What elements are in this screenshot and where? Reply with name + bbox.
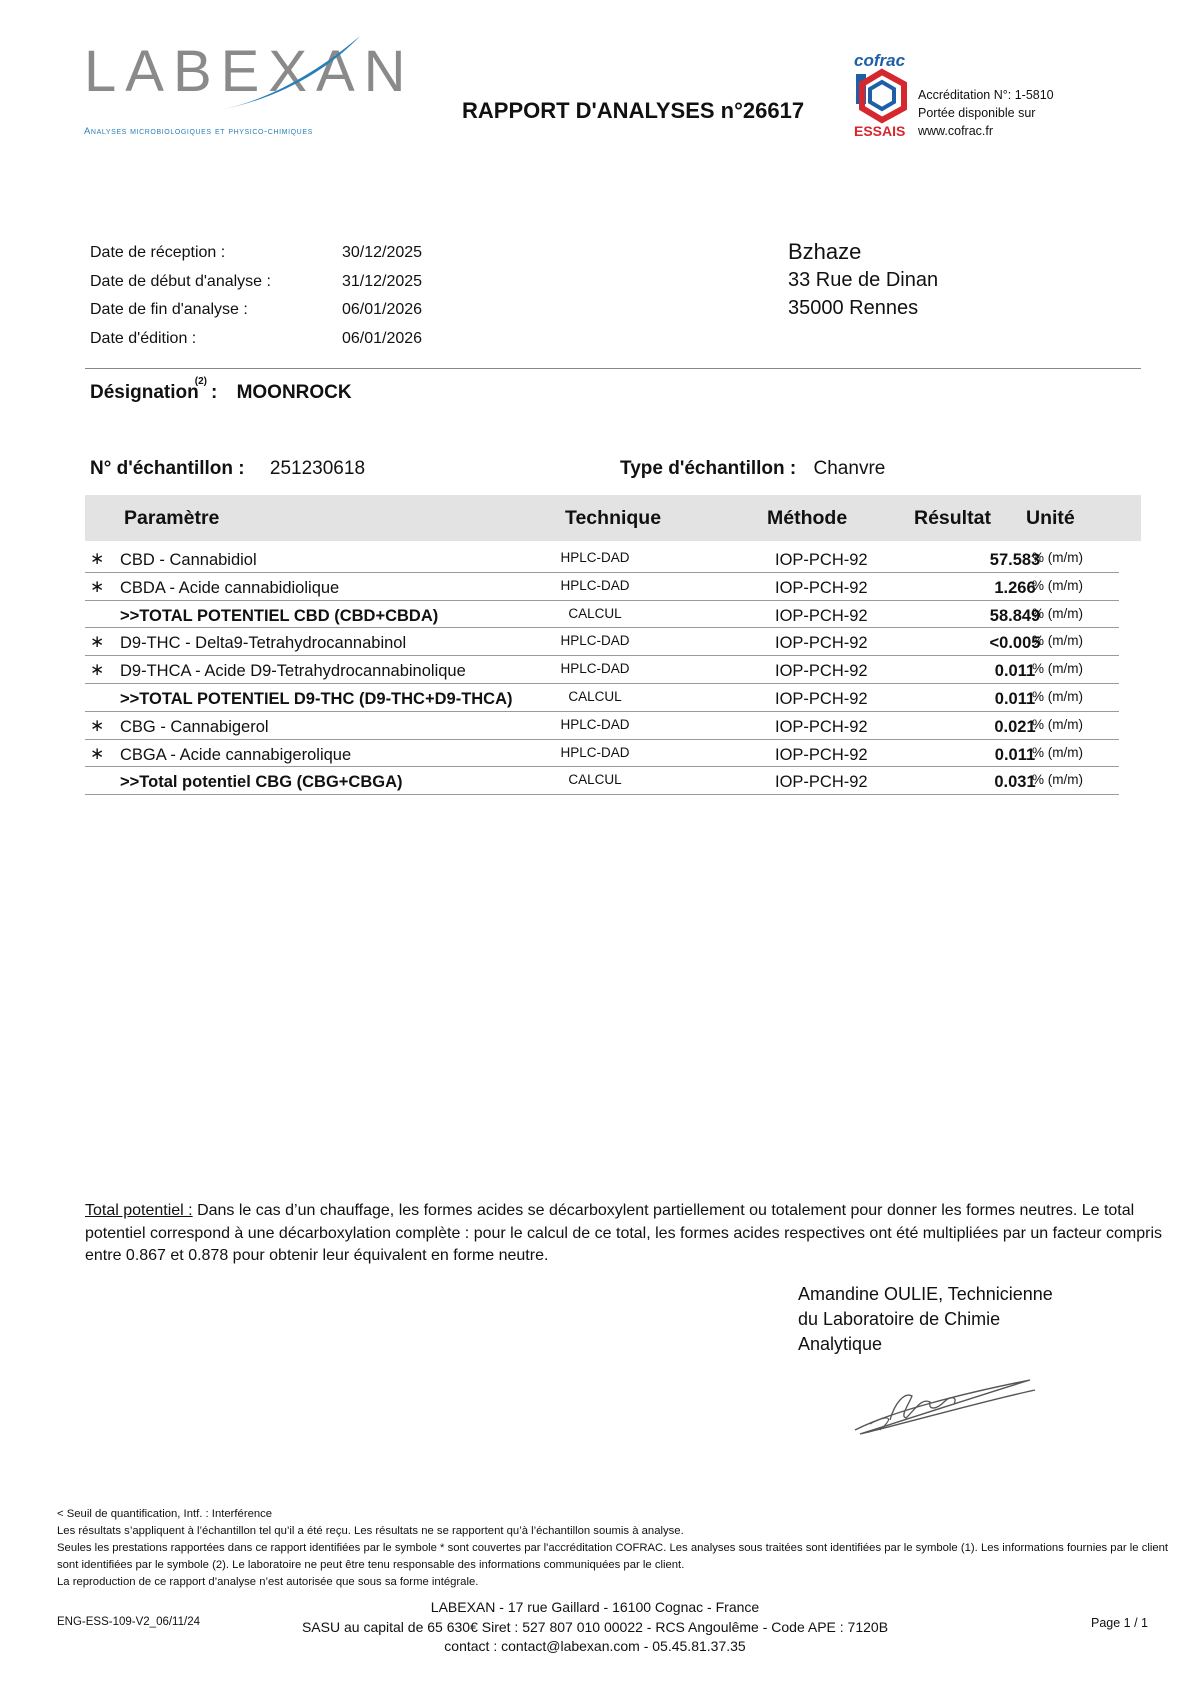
method: IOP-PCH-92 [775, 745, 868, 764]
technique: HPLC-DAD [560, 744, 630, 760]
technique: HPLC-DAD [560, 633, 630, 649]
date-value: 06/01/2026 [342, 301, 423, 318]
header-param: Paramètre [124, 507, 220, 529]
result-value: 57.583 [989, 551, 1041, 569]
labexan-logo-subtitle: Analyses microbiologiques et physico-chimiques [84, 126, 313, 137]
parameter-name: CBD - Cannabidiol [120, 551, 257, 569]
document-reference: ENG-ESS-109-V2_06/11/24 [57, 1616, 200, 1628]
sample-type [620, 458, 885, 480]
unit: % (m/m) [1032, 633, 1083, 649]
method: IOP-PCH-92 [775, 551, 868, 569]
table-row [85, 573, 1119, 601]
signatory-line: du Laboratoire de Chimie [798, 1309, 1001, 1329]
designation-value: MOONROCK [236, 382, 352, 403]
report-dates [90, 244, 422, 358]
footnote-line: La reproduction de ce rapport d’analyse n’est autorisée que sous sa forme intégrale. [57, 1576, 479, 1588]
designation-client-marker: (2) [194, 376, 207, 387]
result-value: 0.021 [994, 717, 1036, 736]
parameter-name: CBG - Cannabigerol [120, 717, 269, 736]
client-name: Bzhaze [788, 239, 862, 264]
accreditation-url: www.cofrac.fr [918, 124, 994, 138]
parameter-name: >>TOTAL POTENTIEL CBD (CBD+CBDA) [120, 606, 439, 625]
table-row [85, 601, 1119, 629]
footnote-line: < Seuil de quantification, Intf. : Interférence [57, 1508, 273, 1520]
method: IOP-PCH-92 [775, 773, 868, 792]
unit: % (m/m) [1032, 661, 1083, 677]
footnote-line: Seules les prestations rapportées dans ce rapport identifiées par le symbole * sont couvertes par l'accréditation COFRAC. Les analyses sous traitées sont identifiées par le symbole (1). Les informations fournies par le client sont identifiées par le symbole (2). Le laboratoire ne peut être tenu responsable des informations communiquées par le client. [57, 1542, 1169, 1571]
technique: HPLC-DAD [560, 716, 630, 732]
technique: CALCUL [568, 772, 622, 788]
cofrac-essais-text: ESSAIS [854, 123, 906, 139]
sample-number-label: N° d'échantillon : [90, 458, 245, 479]
handwritten-signature [850, 1372, 1040, 1442]
date-row-edition [90, 330, 422, 359]
date-label: Date d'édition : [90, 329, 197, 347]
results-table-body [85, 545, 1119, 795]
cofrac-logo [852, 50, 912, 140]
table-row [85, 656, 1119, 684]
table-row [85, 684, 1119, 712]
client-address [788, 238, 938, 322]
cofrac-accredited-marker: ∗ [90, 576, 105, 596]
parameter-name: CBDA - Acide cannabidiolique [120, 578, 340, 597]
cofrac-accredited-marker: ∗ [90, 743, 105, 763]
cofrac-accredited-marker: ∗ [90, 715, 105, 735]
designation-label: Désignation [90, 382, 199, 403]
table-row [85, 628, 1119, 656]
result-value: <0.005 [989, 634, 1041, 653]
table-row [85, 767, 1119, 795]
footnotes [57, 1506, 1177, 1591]
technique: HPLC-DAD [560, 577, 630, 593]
labexan-logo-text: LABEXAN [84, 39, 415, 104]
parameter-name: >>Total potentiel CBG (CBG+CBGA) [120, 773, 403, 792]
header-method: Méthode [767, 507, 848, 529]
accreditation-scope: Portée disponible sur [918, 106, 1036, 120]
date-label: Date de réception : [90, 244, 226, 261]
cofrac-accredited-marker: ∗ [90, 660, 105, 680]
report-title: RAPPORT D'ANALYSES n°26617 [462, 98, 805, 123]
result-value: 0.011 [994, 662, 1036, 681]
table-row [85, 740, 1119, 768]
note-text: Dans le cas d’un chauffage, les formes acides se décarboxylent partiellement ou totalement pour donner les formes neutres. Le total potentiel correspond à une décarboxylation complète : pour le calcul de ce total, les formes acides respectives ont été multipliées par un facteur compris entre 0.867 et 0.878 pour obtenir leur équivalent en forme neutre. [85, 1202, 1163, 1264]
method: IOP-PCH-92 [775, 662, 868, 681]
lab-contact: contact : contact@labexan.com - 05.45.81.37.35 [444, 1638, 746, 1654]
signatory-line: Analytique [798, 1334, 883, 1354]
unit: % (m/m) [1032, 772, 1083, 788]
cofrac-logo-text: cofrac [854, 51, 906, 70]
results-table-header [85, 495, 1141, 541]
header-result: Résultat [914, 507, 991, 529]
date-value: 06/01/2026 [342, 329, 423, 347]
date-value: 30/12/2025 [342, 244, 423, 261]
technique: CALCUL [568, 605, 622, 621]
table-row [85, 545, 1119, 573]
date-label: Date de début d'analyse : [90, 272, 271, 290]
unit: % (m/m) [1032, 744, 1083, 760]
date-row-reception [90, 244, 422, 273]
note-label: Total potentiel : [85, 1202, 193, 1219]
result-value: 0.031 [994, 773, 1036, 792]
cofrac-accredited-marker: ∗ [90, 549, 105, 568]
parameter-name: >>TOTAL POTENTIEL D9-THC (D9-THC+D9-THCA) [120, 689, 513, 708]
sample-number [90, 458, 365, 480]
lab-company-info: SASU au capital de 65 630€ Siret : 527 807 010 00022 - RCS Angoulême - Code APE : 7120B [301, 1618, 889, 1635]
result-value: 58.849 [989, 606, 1041, 625]
labexan-swoosh-logo [210, 30, 370, 120]
method: IOP-PCH-92 [775, 689, 868, 708]
method: IOP-PCH-92 [775, 717, 868, 736]
date-row-end [90, 301, 422, 330]
lab-footer [280, 1598, 910, 1657]
date-row-start [90, 273, 422, 302]
total-potential-note [85, 1200, 1165, 1268]
parameter-name: D9-THCA - Acide D9-Tetrahydrocannabinolique [120, 662, 466, 681]
lab-address: LABEXAN - 17 rue Gaillard - 16100 Cognac - France [430, 1599, 760, 1615]
header-technique: Technique [565, 507, 662, 529]
client-street: 33 Rue de Dinan [788, 269, 939, 291]
designation [90, 376, 352, 404]
footnote-line: Les résultats s’appliquent à l’échantillon tel qu’il a été reçu. Les résultats ne se rapportent qu’à l’échantillon soumis à analyse. [57, 1525, 684, 1537]
result-value: 0.011 [994, 689, 1036, 708]
parameter-name: CBGA - Acide cannabigerolique [120, 745, 352, 764]
page-number: Page 1 / 1 [1091, 1616, 1148, 1630]
unit: % (m/m) [1032, 716, 1083, 732]
unit: % (m/m) [1032, 577, 1083, 593]
designation-colon: : [210, 382, 218, 403]
unit: % (m/m) [1032, 605, 1083, 621]
sample-number-value: 251230618 [269, 458, 366, 479]
sample-type-value: Chanvre [813, 458, 886, 479]
table-row [85, 712, 1119, 740]
technique: HPLC-DAD [560, 661, 630, 677]
method: IOP-PCH-92 [775, 634, 868, 653]
date-value: 31/12/2025 [342, 272, 423, 290]
accreditation-info [918, 86, 1054, 140]
result-value: 1.266 [994, 578, 1036, 597]
parameter-name: D9-THC - Delta9-Tetrahydrocannabinol [120, 634, 407, 653]
accreditation-number: Accréditation N°: 1-5810 [918, 88, 1054, 102]
unit: % (m/m) [1032, 550, 1083, 565]
result-value: 0.011 [994, 745, 1036, 764]
sample-type-label: Type d'échantillon : [620, 458, 797, 479]
signatory [798, 1282, 1053, 1357]
method: IOP-PCH-92 [775, 578, 868, 597]
method: IOP-PCH-92 [775, 606, 868, 625]
technique: CALCUL [568, 688, 622, 704]
date-label: Date de fin d'analyse : [90, 301, 248, 318]
header-unit: Unité [1026, 507, 1075, 529]
cofrac-accredited-marker: ∗ [90, 632, 105, 652]
signatory-line: Amandine OULIE, Technicienne [798, 1284, 1053, 1304]
divider [85, 368, 1141, 369]
technique: HPLC-DAD [560, 550, 630, 565]
client-city: 35000 Rennes [788, 297, 919, 319]
unit: % (m/m) [1032, 688, 1083, 704]
